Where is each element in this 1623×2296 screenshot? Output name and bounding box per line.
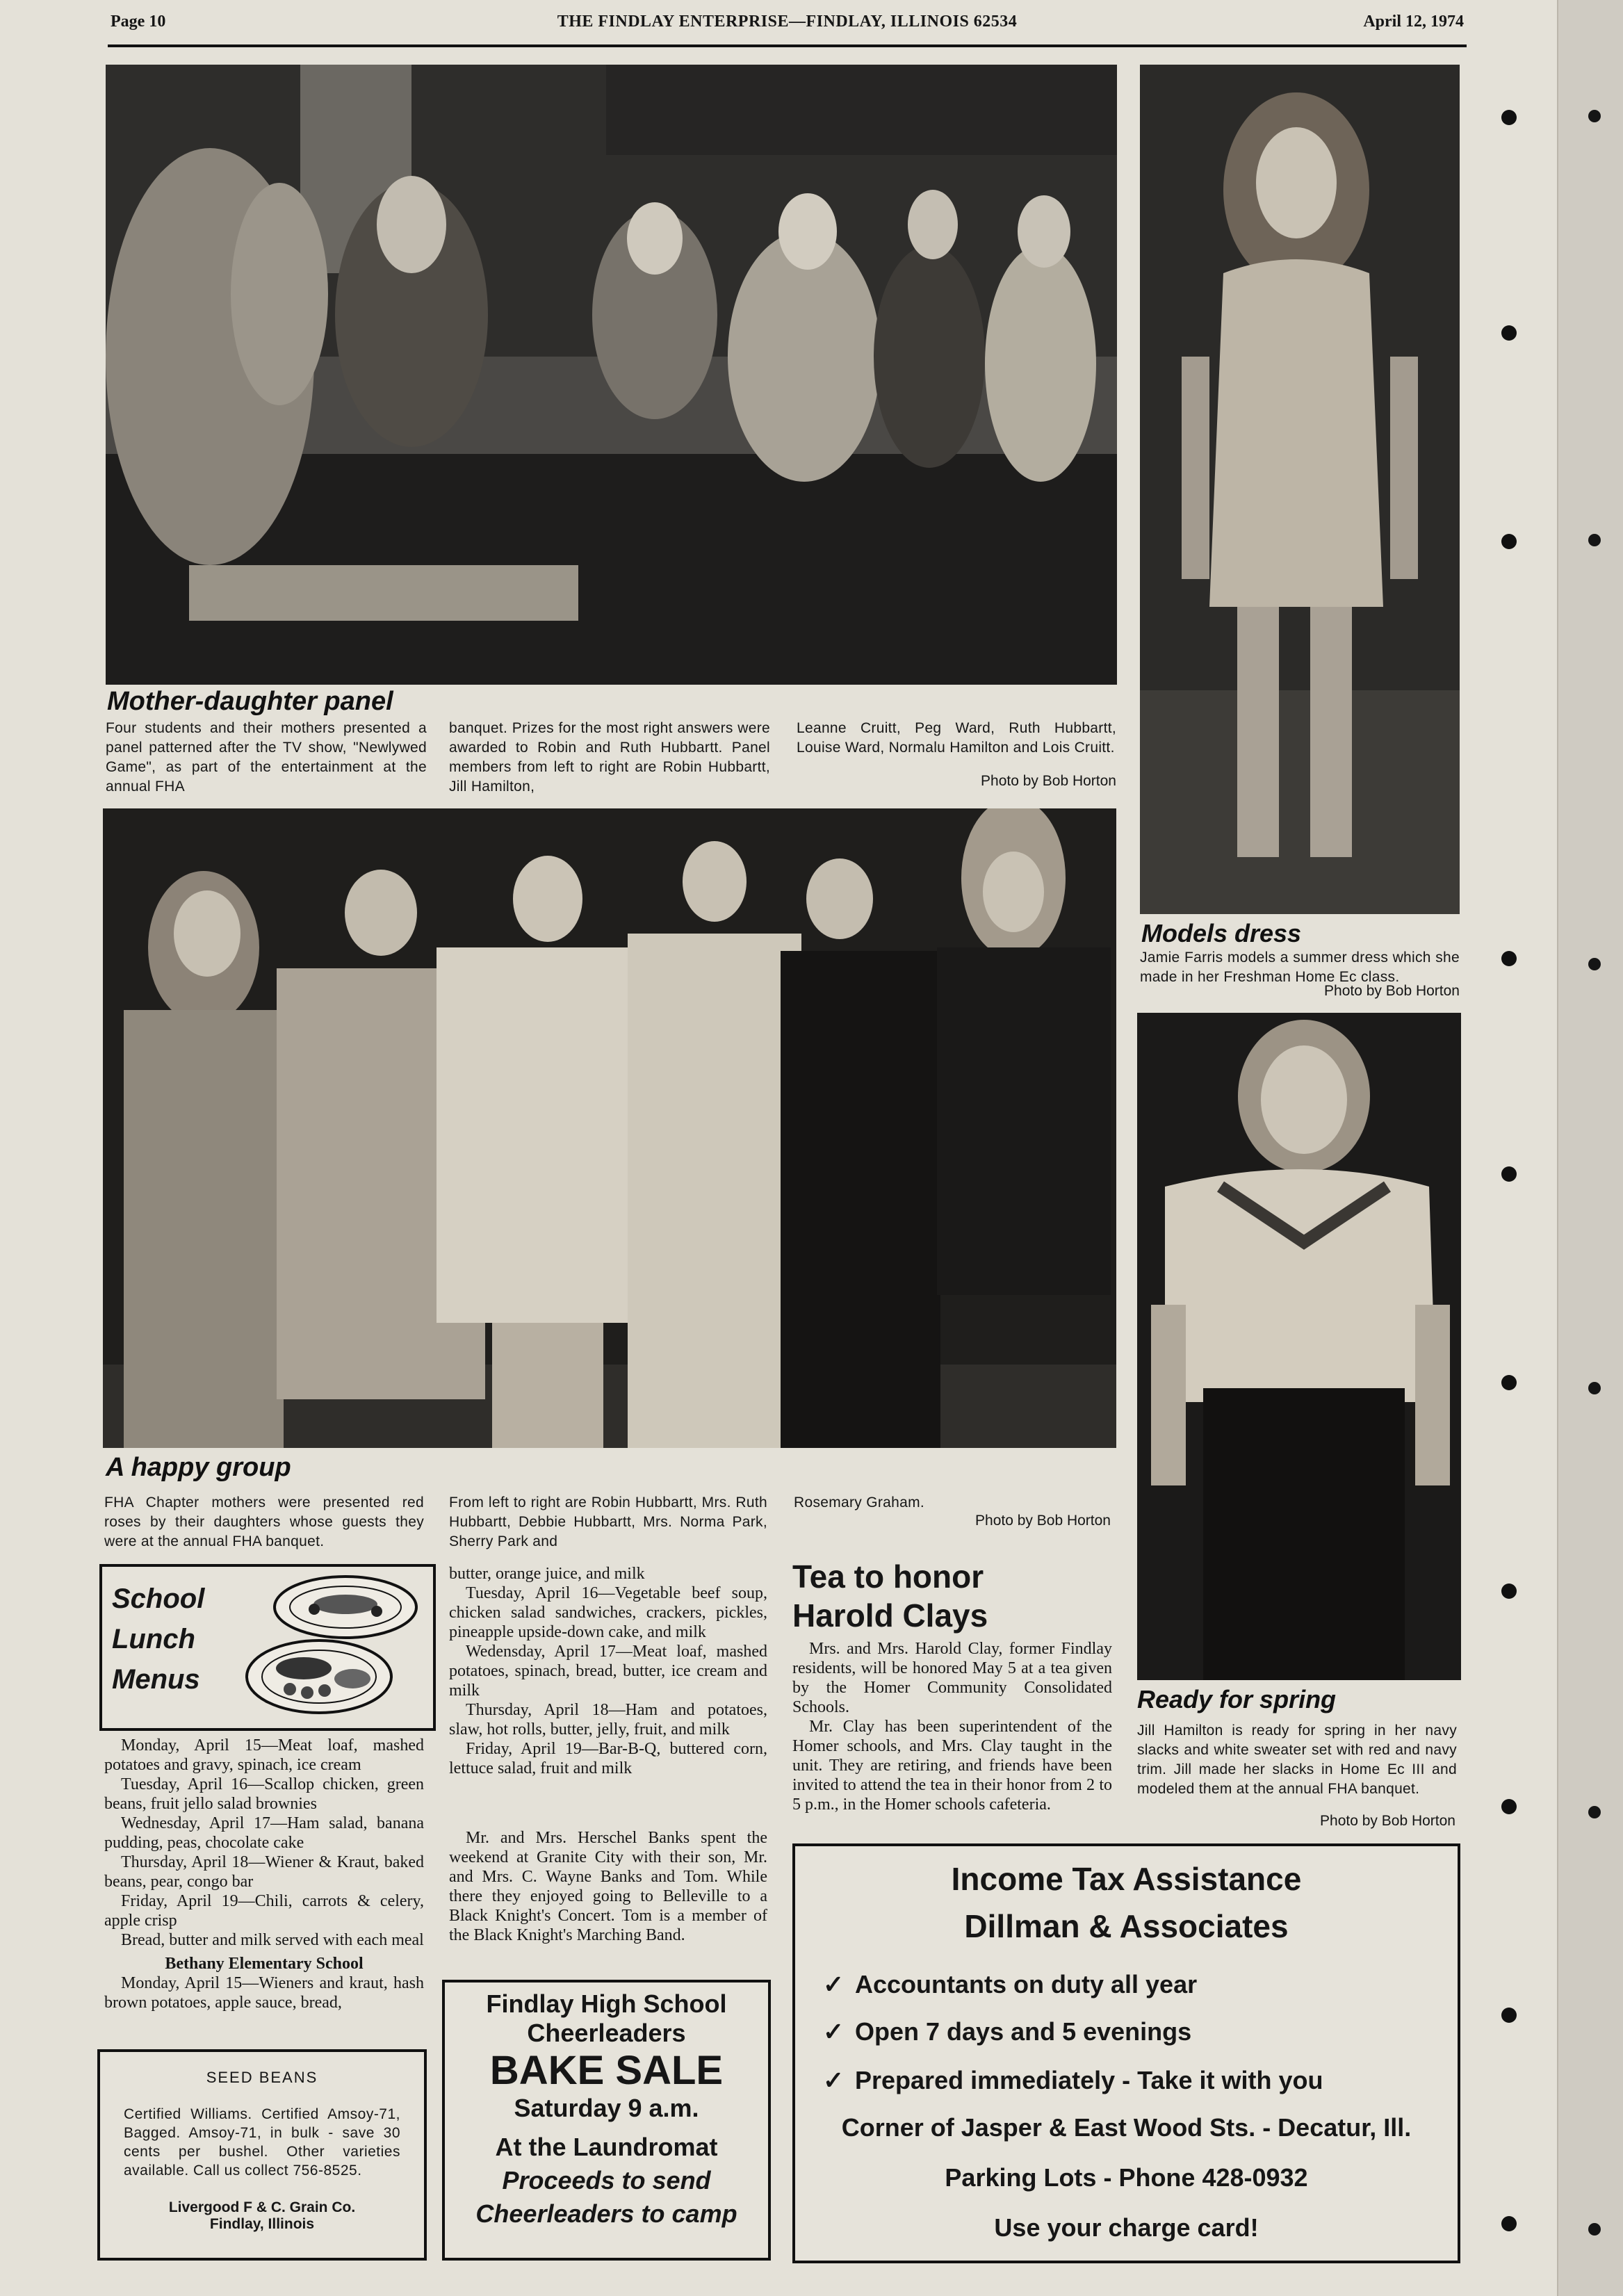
bethany-heading: Bethany Elementary School (165, 1955, 364, 1973)
bethany-thursday: Thursday, April 18—Ham and potatoes, slaw, hot rolls, butter, jelly, fruit, and milk (449, 1701, 767, 1739)
spring-photo-credit: Photo by Bob Horton (1320, 1813, 1455, 1829)
panel-caption-col2: banquet. Prizes for the most right answers were awarded to Robin and Ruth Hubbartt. Panel members from left to right are Robin Hubbartt, Jill Hamilton, (449, 720, 770, 795)
tax-point-1 (823, 1970, 1197, 1999)
punch-hole (1501, 1583, 1517, 1599)
punch-hole (1501, 534, 1517, 549)
punch-hole (1588, 2223, 1601, 2236)
punch-hole (1501, 1166, 1517, 1182)
masthead: THE FINDLAY ENTERPRISE—FINDLAY, ILLINOIS 62534 (557, 13, 1018, 31)
menu-wednesday: Wednesday, April 17—Ham salad, banana pudding, peas, chocolate cake (104, 1814, 424, 1852)
menu-thursday: Thursday, April 18—Wiener & Kraut, baked beans, pear, congo bar (104, 1853, 424, 1891)
punch-hole (1501, 325, 1517, 341)
tea-headline-line2: Harold Clays (792, 1597, 988, 1634)
menus-title-line1: School (112, 1583, 205, 1614)
check-icon: ✓ (823, 2066, 845, 2094)
food-plates-icon (241, 1571, 419, 1718)
models-photo-credit: Photo by Bob Horton (1324, 983, 1460, 999)
lunch-menus-box (99, 1564, 436, 1731)
seed-title: SEED BEANS (206, 2069, 318, 2086)
punch-hole (1501, 2008, 1517, 2023)
seed-beans-ad (97, 2049, 427, 2261)
tax-point-2-text: Open 7 days and 5 evenings (855, 2017, 1192, 2046)
bethany-tuesday: Tuesday, April 16—Vegetable beef soup, chicken salad sandwiches, crackers, pickles, pineapple upside-down cake, and milk (449, 1584, 767, 1641)
menus-col2 (449, 1564, 767, 1778)
menu-monday: Monday, April 15—Meat loaf, mashed potatoes and gravy, spinach, ice cream (104, 1736, 424, 1774)
seed-company: Livergood F & C. Grain Co. (168, 2199, 356, 2215)
punch-hole (1501, 1375, 1517, 1390)
tea-paragraph-1: Mrs. and Mrs. Harold Clay, former Findlay residents, will be honored May 5 at a tea given by the Homer Community Consolidated Schools. (792, 1640, 1112, 1716)
bethany-monday-cont: butter, orange juice, and milk (449, 1565, 645, 1583)
header-rule (108, 44, 1467, 47)
seed-body: Certified Williams. Certified Amsoy-71, Bagged. Amsoy-71, in bulk - save 30 cents per bushel. Other varieties available. Call us collect 756-8525. (124, 2106, 400, 2179)
punch-hole (1501, 1799, 1517, 1814)
punch-hole (1501, 951, 1517, 966)
group-caption-col3: Rosemary Graham. (794, 1495, 925, 1511)
bethany-wednesday: Wedensday, April 17—Meat loaf, mashed potatoes, spinach, bread, butter, ice cream and milk (449, 1643, 767, 1700)
group-caption-col2: From left to right are Robin Hubbartt, Mrs. Ruth Hubbartt, Debbie Hubbartt, Mrs. Norma Park, Sherry Park and (449, 1495, 767, 1549)
tax-point-3 (823, 2066, 1323, 2095)
panel-photo (106, 65, 1117, 685)
tax-point-3-text: Prepared immediately - Take it with you (855, 2066, 1323, 2094)
panel-photo-credit: Photo by Bob Horton (981, 773, 1116, 789)
tea-headline-line1: Tea to honor (792, 1558, 984, 1595)
tea-headline (792, 1557, 988, 1635)
panel-caption-col3: Leanne Cruitt, Peg Ward, Ruth Hubbartt, Louise Ward, Normalu Hamilton and Lois Cruitt. (797, 720, 1116, 756)
bake-line4: Saturday 9 a.m. (514, 2094, 699, 2122)
punch-hole (1588, 958, 1601, 970)
tea-paragraph-2: Mr. Clay has been superintendent of the Homer schools, and Mrs. Clay taught in the unit. They are retiring, and friends have been invited to attend the tea in their honor from 2 to 5 p.m., in the Homer schools cafeteria. (792, 1718, 1112, 1814)
models-photo (1140, 65, 1460, 914)
bake-sale-ad (442, 1980, 771, 2261)
models-headline: Models dress (1141, 919, 1302, 947)
tax-charge: Use your charge card! (994, 2213, 1259, 2242)
punch-hole (1588, 1382, 1601, 1394)
menu-note: Bread, butter and milk served with each meal (121, 1931, 424, 1949)
seed-town: Findlay, Illinois (209, 2216, 315, 2232)
bake-line3: BAKE SALE (489, 2048, 724, 2093)
punch-hole (1588, 1806, 1601, 1818)
menu-friday: Friday, April 19—Chili, carrots & celery, apple crisp (104, 1892, 424, 1930)
tax-title-2: Dillman & Associates (964, 1908, 1289, 1944)
spring-headline: Ready for spring (1137, 1685, 1337, 1713)
tax-point-2 (823, 2017, 1191, 2046)
banks-text: Mr. and Mrs. Herschel Banks spent the weekend at Granite City with their son, Mr. and Mrs. C. Wayne Banks and Tom. While there they enjoyed going to Belleville to a Black Knight's Concert. Tom is a member of the Black Knight's Marching Band. (449, 1829, 767, 1944)
page-header (108, 10, 1467, 38)
models-caption (1140, 948, 1460, 987)
banks-news (449, 1828, 767, 1945)
check-icon: ✓ (823, 1970, 845, 1998)
tax-phone: Parking Lots - Phone 428-0932 (945, 2163, 1308, 2192)
menus-col1 (104, 1736, 424, 2012)
punch-hole (1501, 110, 1517, 125)
punch-hole (1588, 534, 1601, 546)
issue-date: April 12, 1974 (1363, 13, 1464, 31)
binder-margin (1557, 0, 1623, 2296)
spring-photo (1137, 1013, 1461, 1680)
tea-article (792, 1639, 1112, 1814)
models-caption-text: Jamie Farris models a summer dress which she made in her Freshman Home Ec class. (1140, 950, 1460, 985)
bethany-monday: Monday, April 15—Wieners and kraut, hash brown potatoes, apple sauce, bread, (104, 1974, 424, 2012)
bake-line2: Cheerleaders (527, 2019, 686, 2047)
bake-line7: Cheerleaders to camp (475, 2199, 737, 2228)
check-icon: ✓ (823, 2017, 845, 2046)
panel-caption-col1: Four students and their mothers presented a panel patterned after the TV show, "Newlywed Game", as part of the entertainment at the annual FHA (106, 720, 427, 795)
tax-address: Corner of Jasper & East Wood Sts. - Decatur, Ill. (841, 2113, 1412, 2142)
bake-line6: Proceeds to send (502, 2166, 711, 2195)
spring-caption: Jill Hamilton is ready for spring in her navy slacks and white sweater set with red and navy trim. Jill made her slacks in Home Ec III and modeled them at the annual FHA banquet. (1137, 1723, 1457, 1797)
menus-title-line3: Menus (112, 1664, 200, 1695)
menu-tuesday: Tuesday, April 16—Scallop chicken, green beans, fruit jello salad brownies (104, 1775, 424, 1813)
menus-title-line2: Lunch (112, 1624, 195, 1654)
bake-line1: Findlay High School (486, 1989, 727, 2018)
bake-line5: At the Laundromat (495, 2133, 718, 2161)
group-photo (103, 808, 1116, 1448)
income-tax-ad (792, 1843, 1460, 2263)
panel-headline: Mother-daughter panel (107, 687, 393, 716)
group-caption-col1: FHA Chapter mothers were presented red roses by their daughters whose guests they were at the annual FHA banquet. (104, 1495, 424, 1549)
punch-hole (1588, 110, 1601, 122)
group-headline: A happy group (106, 1453, 291, 1482)
punch-hole (1501, 2216, 1517, 2231)
bethany-friday: Friday, April 19—Bar-B-Q, buttered corn, lettuce salad, fruit and milk (449, 1740, 767, 1777)
page-number: Page 10 (111, 13, 166, 31)
tax-title-1: Income Tax Assistance (951, 1861, 1302, 1897)
tax-point-1-text: Accountants on duty all year (855, 1970, 1198, 1998)
group-photo-credit: Photo by Bob Horton (975, 1513, 1111, 1529)
